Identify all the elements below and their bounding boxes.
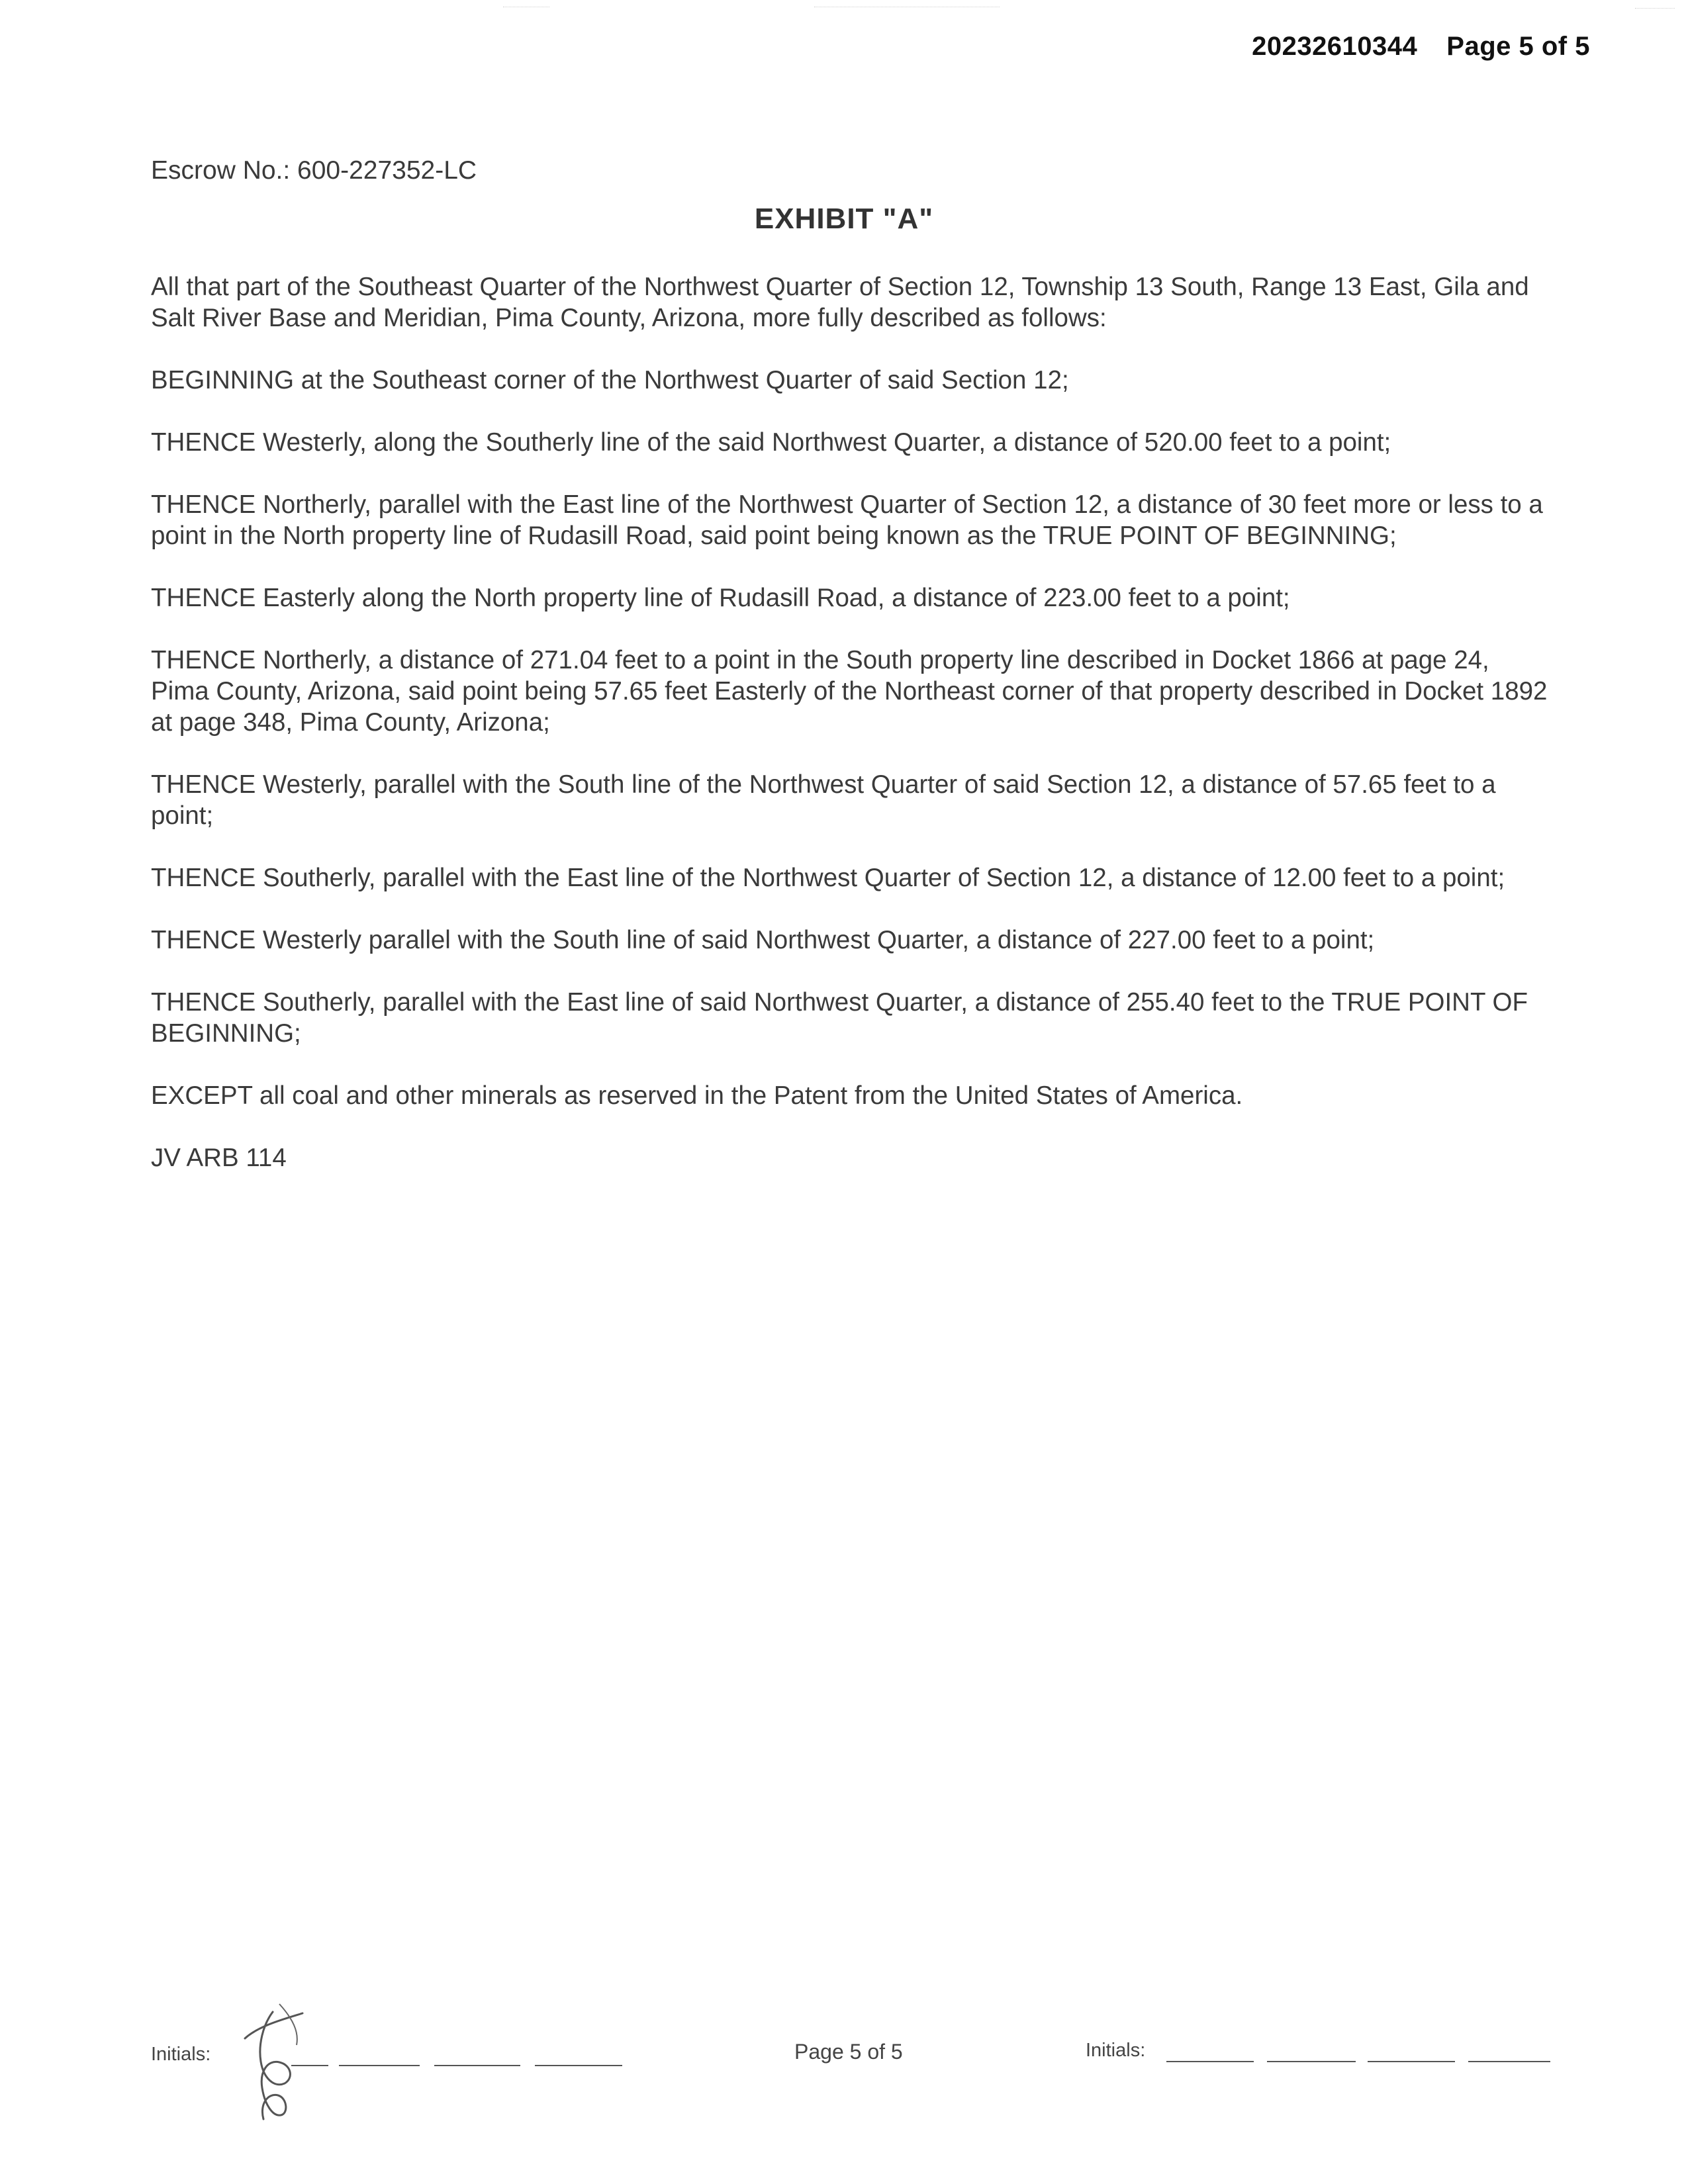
initials-label-right: Initials: bbox=[1086, 2040, 1146, 2061]
scan-artifact bbox=[1635, 8, 1675, 9]
initials-blank-left[interactable] bbox=[535, 2065, 622, 2066]
initials-blank-left[interactable] bbox=[339, 2065, 420, 2066]
escrow-number: Escrow No.: 600-227352-LC bbox=[151, 156, 477, 185]
reference-code: JV ARB 114 bbox=[151, 1144, 287, 1172]
initials-blank-left[interactable] bbox=[291, 2065, 328, 2066]
legal-description bbox=[151, 271, 1554, 1205]
initials-blank-right[interactable] bbox=[1368, 2061, 1455, 2062]
document-number: 20232610344 bbox=[1252, 32, 1418, 61]
legal-paragraph: THENCE Northerly, parallel with the East line of the Northwest Quarter of Section 12, a distance of 30 feet more or less to a point in the North property line of Rudasill Road, said point being known as the TRUE POINT OF BEGINNING; bbox=[151, 490, 1543, 550]
legal-paragraph: THENCE Westerly, along the Southerly line of the said Northwest Quarter, a distance of 520.00 feet to a point; bbox=[151, 428, 1391, 457]
legal-paragraph: THENCE Southerly, parallel with the East line of said Northwest Quarter, a distance of 255.40 feet to the TRUE POINT OF BEGINNING; bbox=[151, 988, 1528, 1048]
footer-page-number: Page 5 of 5 bbox=[794, 2040, 903, 2064]
initials-blank-right[interactable] bbox=[1166, 2061, 1254, 2062]
legal-paragraph: EXCEPT all coal and other minerals as reserved in the Patent from the United States of America. bbox=[151, 1081, 1243, 1110]
signature-initials bbox=[233, 1999, 312, 2124]
legal-paragraph: THENCE Easterly along the North property line of Rudasill Road, a distance of 223.00 feet to a point; bbox=[151, 584, 1290, 612]
initials-label-left: Initials: bbox=[151, 2044, 211, 2065]
initials-blank-left[interactable] bbox=[434, 2065, 520, 2066]
legal-paragraph: THENCE Westerly parallel with the South line of said Northwest Quarter, a distance of 227.00 feet to a point; bbox=[151, 926, 1375, 954]
initials-blank-right[interactable] bbox=[1468, 2061, 1550, 2062]
exhibit-title: EXHIBIT "A" bbox=[754, 203, 934, 235]
legal-paragraph: All that part of the Southeast Quarter of the Northwest Quarter of Section 12, Township 13 South, Range 13 East, Gila and Salt River Base and Meridian, Pima County, Arizona, more fully described as follows: bbox=[151, 273, 1529, 332]
legal-paragraph: THENCE Southerly, parallel with the East line of the Northwest Quarter of Section 12, a distance of 12.00 feet to a point; bbox=[151, 864, 1505, 892]
legal-paragraph: THENCE Westerly, parallel with the South line of the Northwest Quarter of said Section 12, a distance of 57.65 feet to a point; bbox=[151, 770, 1496, 830]
legal-paragraph: THENCE Northerly, a distance of 271.04 feet to a point in the South property line described in Docket 1866 at page 24, Pima County, Arizona, said point being 57.65 feet Easterly of the Northeast corner of that property described in Docket 1892 at page 348, Pima County, Arizona; bbox=[151, 646, 1548, 737]
initials-blank-right[interactable] bbox=[1267, 2061, 1356, 2062]
header-page-label: Page 5 of 5 bbox=[1446, 32, 1590, 61]
recording-header bbox=[1252, 32, 1590, 62]
legal-paragraph: BEGINNING at the Southeast corner of the Northwest Quarter of said Section 12; bbox=[151, 366, 1069, 394]
